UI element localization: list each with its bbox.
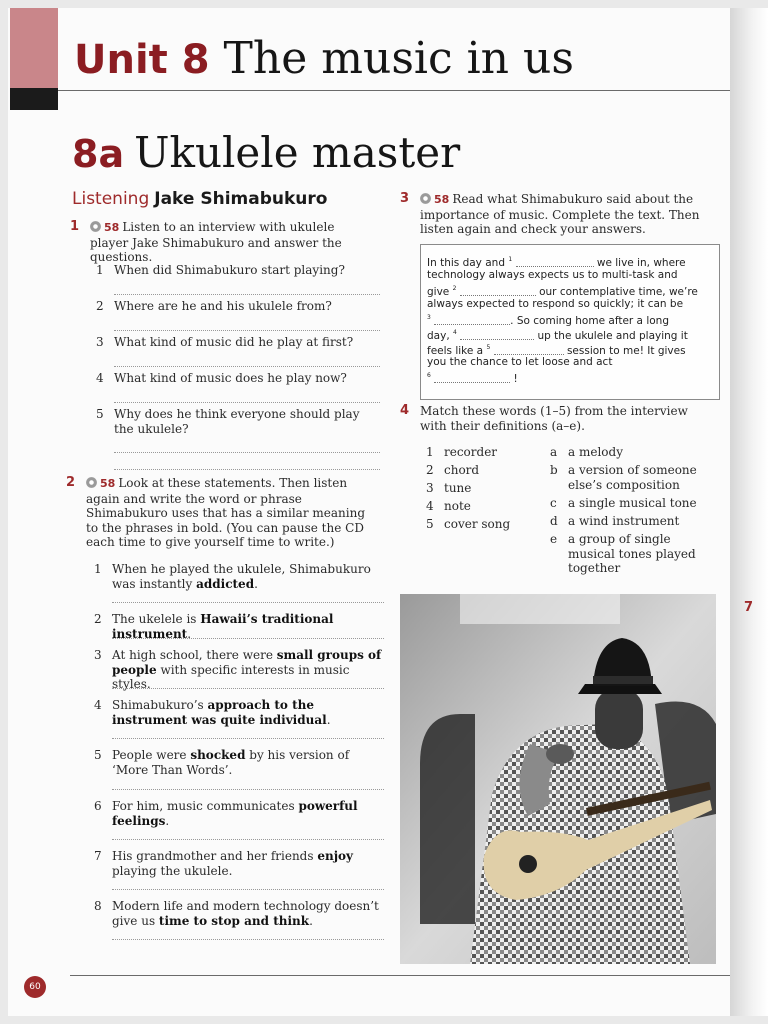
definition-letter: b [550,463,558,477]
answer-line[interactable] [112,889,384,890]
cd-audio-icon [420,193,431,204]
section-label: Listening [72,189,150,209]
definition-letter: a [550,445,558,459]
word-text: tune [444,481,472,495]
statement-text: with specific interests in music styles. [112,662,350,691]
text-line-4: always expected to respond so quickly; it can be [427,298,684,310]
statement-bold-phrase: addicted [196,576,255,591]
answer-line[interactable] [114,402,380,403]
header-rule [58,90,730,91]
statement-bold-phrase: powerful feelings [112,799,358,828]
answer-line[interactable] [112,688,384,689]
question-text: When did Shimabukuro start playing? [114,263,345,277]
gap-number: 4 [453,329,457,336]
statement-text: Modern life and modern technology doesn’t give us [112,899,379,928]
audio-track-number: 58 [104,221,120,234]
textbook-page [8,8,730,1016]
ukulele-player-photo [400,594,716,964]
answer-line[interactable] [114,294,380,295]
ex1-question [96,299,376,314]
statement-bold-phrase: enjoy [317,849,354,863]
question-number: 2 [96,299,104,313]
match-word [426,445,544,460]
audio-track-number: 58 [434,193,450,206]
word-text: note [444,499,471,513]
ex2-statement [94,799,388,828]
question-number: 5 [96,407,104,421]
word-number: 5 [426,517,434,531]
text-line-6: day, $^4$ up the ukulele and playing it [427,329,688,342]
gap-1-blank[interactable] [516,256,594,267]
page-gutter [730,8,768,1016]
exercise-4-text: Match these words (1–5) from the interview with their definitions (a–e). [420,404,688,433]
answer-line[interactable] [112,939,384,940]
cd-audio-icon [90,221,101,232]
statement-text: When he played the ukulele, Shimabukuro was instantly [112,562,371,591]
word-text: chord [444,463,480,477]
statement-number: 1 [94,562,102,576]
statement-text: by his version of ‘More Than Words’. [112,748,350,777]
answer-line[interactable] [112,738,384,739]
statement-bold-phrase: shocked [190,748,246,762]
gap-number: 2 [452,285,457,292]
answer-line[interactable] [112,839,384,840]
cd-audio-icon [86,477,97,488]
lesson-number: 8a [72,132,125,176]
exercise-4-number: 4 [400,403,410,418]
word-number: 1 [426,445,434,459]
answer-line[interactable] [112,789,384,790]
statement-text: Shimabukuro’s [112,698,208,712]
match-word [426,463,544,478]
match-definition [550,532,714,576]
lesson-name: Ukulele master [134,128,461,177]
match-definition [550,445,714,460]
answer-line[interactable] [112,638,384,639]
question-text: What kind of music did he play at first? [114,335,354,349]
answer-line[interactable] [114,452,380,453]
unit-title [74,32,574,87]
ex1-question [96,407,376,436]
exercise-3-text: Read what Shimabukuro said about the importance of music. Complete the text. Then listen again and check your answers. [420,192,700,236]
ex2-statement [94,748,388,777]
exercise-3-instruction [400,191,710,237]
footer-rule [70,975,730,976]
text-line-2: technology always expects us to multi-task and [427,269,678,281]
statement-number: 4 [94,698,102,712]
text-line-5: $^3$ . So coming home after a long [427,314,669,327]
definition-text: a group of single musical tones played together [568,532,696,575]
ex2-statement [94,698,388,727]
section-heading [72,189,327,209]
unit-name: The music in us [223,33,574,84]
ex2-statement [94,612,388,641]
text-line-7: feels like a $^5$ session to me! It gives [427,344,686,357]
match-definition [550,496,714,511]
statement-text: People were [112,748,191,762]
definition-letter: e [550,532,558,546]
lesson-title [72,126,460,181]
question-text: Where are he and his ukulele from? [114,299,332,313]
exercise-1-text: Listen to an interview with ukulele player Jake Shimabukuro and answer the questions. [90,220,342,264]
word-number: 3 [426,481,434,495]
word-number: 2 [426,463,434,477]
gap-2-blank[interactable] [460,285,536,296]
unit-tab-color [10,8,58,88]
match-word [426,517,544,532]
exercise-1-number: 1 [70,219,80,234]
ex1-question [96,335,376,350]
answer-line[interactable] [112,602,384,603]
question-number: 4 [96,371,104,385]
question-number: 3 [96,335,104,349]
definition-text: a single musical tone [568,496,697,510]
exercise-3-number: 3 [400,191,410,206]
gap-number: 5 [486,344,491,351]
statement-number: 3 [94,648,102,662]
gap-number: 6 [427,372,431,379]
text-line-8: you the chance to let loose and act [427,356,613,368]
question-number: 1 [96,263,104,277]
exercise-2-instruction [66,475,374,550]
answer-line[interactable] [114,366,380,367]
section-title: Jake Shimabukuro [154,189,328,209]
statement-text: . [187,626,192,641]
definition-text: a version of someone else’s composition [568,463,697,492]
statement-text: . [326,712,331,727]
text-line-3: give $^2$ our contemplative time, we’re [427,285,698,298]
match-definition [550,514,714,529]
gap-3-blank[interactable] [434,314,510,325]
question-text: Why does he think everyone should play the ukulele? [114,407,360,436]
word-number: 4 [426,499,434,513]
gap-4-blank[interactable] [460,329,534,340]
unit-tab-dark [10,88,58,110]
ex2-statement [94,849,388,878]
ex2-statement [94,562,388,591]
statement-bold-phrase: Hawaii’s traditional instrument [112,612,334,641]
statement-number: 6 [94,799,102,813]
statement-text: . [254,576,258,591]
ex1-question [96,263,376,278]
statement-text: At high school, there were [112,648,277,662]
statement-text: . [165,813,170,828]
gap-5-blank[interactable] [494,344,564,355]
ex1-question [96,371,376,386]
ex2-statement [94,648,388,692]
question-text: What kind of music does he play now? [114,371,347,385]
match-word [426,481,544,496]
gap-6-blank[interactable] [434,372,510,383]
statement-text: playing the ukulele. [112,863,233,878]
gap-number: 1 [508,256,513,263]
word-text: recorder [444,445,498,459]
word-text: cover song [444,517,511,531]
photo-illustration [400,594,716,964]
statement-number: 7 [94,849,102,863]
statement-number: 8 [94,899,102,913]
answer-line[interactable] [114,469,380,470]
page-number-badge: 60 [24,976,46,998]
match-definition [550,463,714,492]
text-line-1: In this day and $^1$ we live in, where [427,256,686,269]
definition-text: a melody [568,445,623,459]
unit-number: Unit 8 [74,37,210,83]
exercise-2-number: 2 [66,475,76,490]
statement-text: His grandmother and her friends [112,849,318,863]
statement-bold-phrase: small groups of people [112,648,382,677]
text-line-9: $^6$ ! [427,372,518,385]
audio-track-number: 58 [100,477,116,490]
statement-bold-phrase: time to stop and think [158,913,310,928]
gap-number: 3 [427,314,431,321]
statement-text: . [309,913,313,928]
exercise-2-text: Look at these statements. Then listen again and write the word or phrase Shimabukuro uses that has a similar meaning to the phrases in bold. (You can pause the CD each time to give yourself time to write.) [86,476,365,549]
statement-text: The ukelele is [112,612,201,626]
definition-text: a wind instrument [568,514,680,528]
statement-number: 2 [94,612,102,626]
definition-letter: d [550,514,558,528]
ex2-statement [94,899,388,928]
side-tab-number: 7 [744,600,754,615]
match-word [426,499,544,514]
definition-letter: c [550,496,557,510]
exercise-4-instruction [400,403,716,433]
statement-number: 5 [94,748,102,762]
statement-text: For him, music communicates [112,799,299,813]
statement-bold-phrase: approach to the instrument was quite individual [112,698,327,727]
exercise-1-instruction [70,219,372,265]
answer-line[interactable] [114,330,380,331]
